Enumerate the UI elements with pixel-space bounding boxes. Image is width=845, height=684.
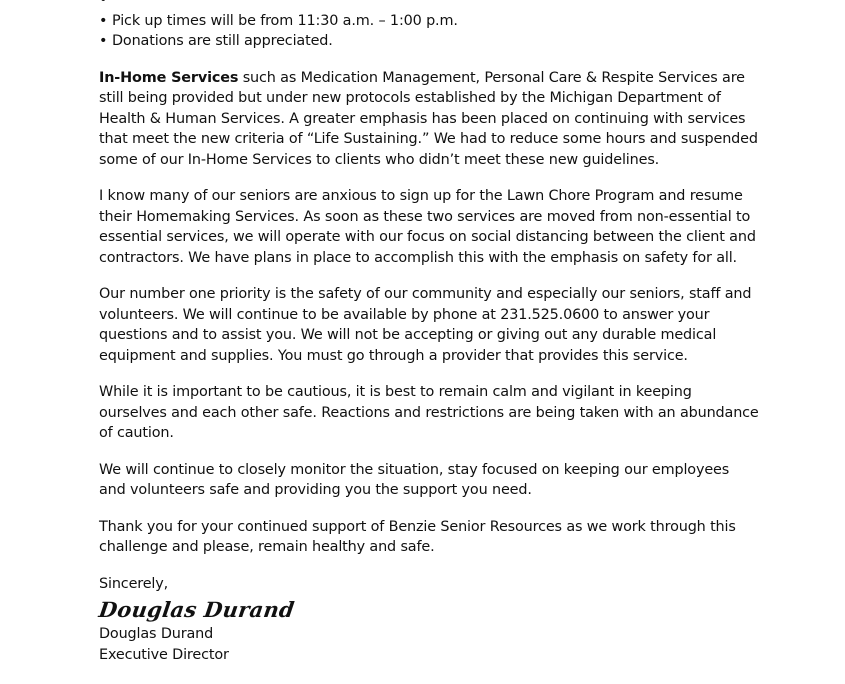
safety-priority-paragraph: Our number one priority is the safety of our community and especially our seniors, staff and volunteers. We will continue to be available by phone at 231.525.0600 to answer your questions and to assist you. We will not be accepting or giving out any durable medical equipment and supplies. You must go through a provider that provides this service. — [99, 286, 752, 364]
handwritten-signature: Douglas Durand — [97, 597, 297, 622]
letter-body — [99, 0, 759, 665]
bullet-item: • Donations are still appreciated. — [99, 31, 759, 52]
in-home-services-text: such as Medication Management, Personal Care & Respite Services are still being provided but under new protocols established by the Michigan Department of Health & Human Services. A greater emphasis has been placed on continuing with services that meet the new criteria of “Life Sustaining.” We had to reduce some hours and suspended some of our In-Home Services to clients who didn’t meet these new guidelines. — [99, 69, 758, 168]
lawn-chore-paragraph: I know many of our seniors are anxious to sign up for the Lawn Chore Program and resume their Homemaking Services. As soon as these two services are moved from non-essential to essential services, we will operate with our focus on social distancing between the client and contractors. We have plans in place to accomplish this with the emphasis on safety for all. — [99, 188, 756, 266]
pickup-bullet-list — [99, 0, 759, 52]
signer-title: Executive Director — [99, 646, 229, 663]
thank-you-paragraph: Thank you for your continued support of Benzie Senior Resources as we work through this challenge and please, remain healthy and safe. — [99, 518, 736, 555]
caution-paragraph: While it is important to be cautious, it is best to remain calm and vigilant in keeping ourselves and each other safe. Reactions and restrictions are being taken with an abundance of caution. — [99, 384, 759, 441]
bullet-item: • Pick up times will be from 11:30 a.m. – 1:00 p.m. — [99, 11, 759, 32]
monitor-paragraph: We will continue to closely monitor the situation, stay focused on keeping our employees and volunteers safe and providing you the support you need. — [99, 461, 730, 498]
in-home-services-heading: In-Home Services — [99, 69, 239, 86]
bullet-item — [99, 0, 759, 11]
signer-name: Douglas Durand — [99, 626, 214, 642]
salutation: Sincerely, — [99, 575, 169, 592]
in-home-services-paragraph — [99, 68, 759, 171]
